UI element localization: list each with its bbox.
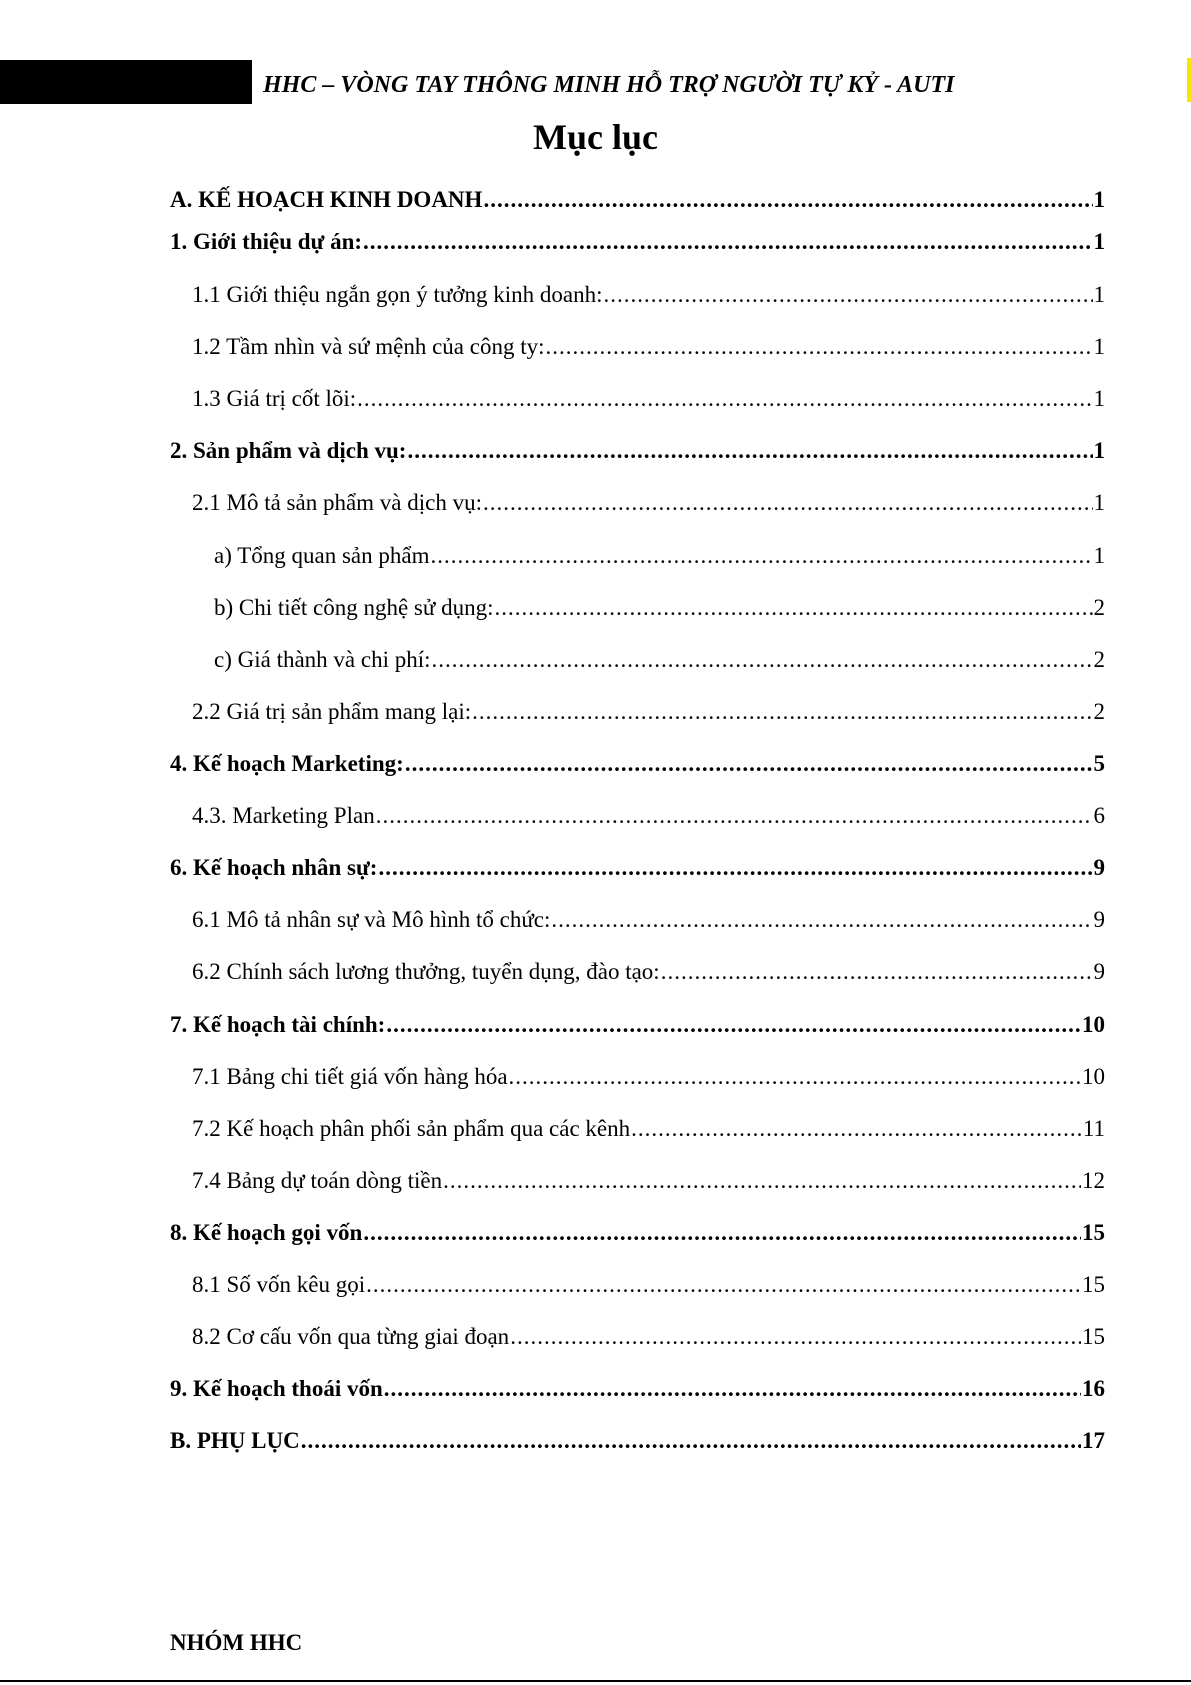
toc-entry[interactable] xyxy=(170,1010,1105,1040)
toc-entry-page-number: 10 xyxy=(1082,1064,1105,1089)
toc-entry-page-number: 1 xyxy=(1093,386,1105,411)
toc-entry-label: 4.3. Marketing Plan xyxy=(192,803,375,828)
toc-entry-label: 6. Kế hoạch nhân sự: xyxy=(170,855,378,880)
toc-entry-page-number: 1 xyxy=(1093,438,1105,463)
toc-leader-dots xyxy=(432,645,1093,675)
toc-entry-label: 7.4 Bảng dự toán dòng tiền xyxy=(192,1168,443,1193)
toc-entry[interactable] xyxy=(170,488,1105,518)
toc-entry-page-number: 1 xyxy=(1093,334,1105,359)
toc-entry-label: 8.2 Cơ cấu vốn qua từng giai đoạn xyxy=(192,1324,510,1349)
toc-entry-page-number: 16 xyxy=(1082,1376,1105,1401)
toc-entry-label: b) Chi tiết công nghệ sử dụng: xyxy=(214,595,494,620)
toc-leader-dots xyxy=(366,1270,1081,1300)
header-black-bar xyxy=(0,60,252,104)
toc-title: Mục lục xyxy=(533,117,658,157)
toc-entry[interactable] xyxy=(170,541,1105,571)
toc-entry-label: 4. Kế hoạch Marketing: xyxy=(170,751,404,776)
toc-leader-dots xyxy=(443,1166,1081,1196)
toc-entry-label: A. KẾ HOẠCH KINH DOANH xyxy=(170,187,483,212)
toc-entry-label: B. PHỤ LỤC xyxy=(170,1428,300,1453)
toc-leader-dots xyxy=(631,1114,1082,1144)
document-header-title: HHC – VÒNG TAY THÔNG MINH HỖ TRỢ NGƯỜI TỰ KỶ - AUTI xyxy=(263,72,955,98)
toc-entry[interactable] xyxy=(170,280,1105,310)
toc-leader-dots xyxy=(495,593,1093,623)
toc-entry-page-number: 9 xyxy=(1093,907,1105,932)
toc-entry[interactable] xyxy=(170,332,1105,362)
edge-color-mark xyxy=(1187,58,1191,102)
toc-leader-dots xyxy=(384,1374,1081,1404)
toc-entry-label: 1.3 Giá trị cốt lõi: xyxy=(192,386,357,411)
toc-leader-dots xyxy=(604,280,1093,310)
toc-leader-dots xyxy=(430,541,1092,571)
toc-entry-page-number: 1 xyxy=(1093,543,1105,568)
toc-entry[interactable] xyxy=(170,1426,1105,1456)
toc-entry[interactable] xyxy=(170,801,1105,831)
toc-leader-dots xyxy=(301,1426,1081,1456)
toc-entry-page-number: 15 xyxy=(1082,1324,1105,1349)
toc-entry-label: c) Giá thành và chi phí: xyxy=(214,647,431,672)
toc-entry-page-number: 1 xyxy=(1093,229,1105,254)
toc-leader-dots xyxy=(357,384,1092,414)
toc-entry-label: 9. Kế hoạch thoái vốn xyxy=(170,1376,383,1401)
toc-leader-dots xyxy=(509,1062,1081,1092)
toc-entry-page-number: 1 xyxy=(1093,490,1105,515)
toc-leader-dots xyxy=(363,1218,1081,1248)
toc-leader-dots xyxy=(378,853,1092,883)
toc-leader-dots xyxy=(546,332,1093,362)
toc-entry[interactable] xyxy=(170,1218,1105,1248)
toc-entry-page-number: 2 xyxy=(1093,595,1105,620)
toc-entry[interactable] xyxy=(170,1166,1105,1196)
toc-leader-dots xyxy=(661,957,1093,987)
toc-entry[interactable] xyxy=(170,905,1105,935)
toc-entry-label: 7.1 Bảng chi tiết giá vốn hàng hóa xyxy=(192,1064,508,1089)
toc-entry-page-number: 11 xyxy=(1082,1116,1105,1141)
toc-entry-page-number: 1 xyxy=(1093,187,1105,212)
toc-entry-page-number: 15 xyxy=(1082,1220,1105,1245)
toc-entry-page-number: 17 xyxy=(1082,1428,1105,1453)
toc-entry[interactable] xyxy=(170,1114,1105,1144)
toc-entry-page-number: 1 xyxy=(1093,282,1105,307)
toc-entry-page-number: 12 xyxy=(1082,1168,1105,1193)
toc-entry[interactable] xyxy=(170,384,1105,414)
toc-leader-dots xyxy=(510,1322,1081,1352)
toc-entry-page-number: 9 xyxy=(1093,959,1105,984)
toc-entry-label: 6.2 Chính sách lương thưởng, tuyển dụng, đào tạo: xyxy=(192,959,660,984)
toc-entry[interactable] xyxy=(170,853,1105,883)
toc-entry-label: 2.1 Mô tả sản phẩm và dịch vụ: xyxy=(192,490,483,515)
toc-entry-label: 8. Kế hoạch gọi vốn xyxy=(170,1220,363,1245)
toc-entry-page-number: 15 xyxy=(1082,1272,1105,1297)
toc-entry[interactable] xyxy=(170,1322,1105,1352)
toc-leader-dots xyxy=(483,488,1092,518)
toc-leader-dots xyxy=(405,749,1093,779)
toc-entry-label: 7. Kế hoạch tài chính: xyxy=(170,1012,386,1037)
toc-entry-page-number: 6 xyxy=(1093,803,1105,828)
toc-leader-dots xyxy=(363,227,1092,257)
toc-entry-label: 1. Giới thiệu dự án: xyxy=(170,229,363,254)
toc-entry[interactable] xyxy=(170,185,1105,215)
toc-entry-label: 2. Sản phẩm và dịch vụ: xyxy=(170,438,407,463)
toc-entry[interactable] xyxy=(170,436,1105,466)
toc-entry[interactable] xyxy=(170,227,1105,257)
toc-leader-dots xyxy=(551,905,1092,935)
toc-entry-label: a) Tổng quan sản phẩm xyxy=(214,543,430,568)
toc-entry-page-number: 9 xyxy=(1093,855,1105,880)
toc-entry-label: 8.1 Số vốn kêu gọi xyxy=(192,1272,366,1297)
toc-leader-dots xyxy=(376,801,1093,831)
toc-entry-label: 1.1 Giới thiệu ngắn gọn ý tưởng kinh doanh: xyxy=(192,282,603,307)
toc-entry[interactable] xyxy=(170,645,1105,675)
toc-leader-dots xyxy=(472,697,1092,727)
toc-entry[interactable] xyxy=(170,957,1105,987)
toc-leader-dots xyxy=(386,1010,1081,1040)
toc-leader-dots xyxy=(407,436,1092,466)
toc-entry[interactable] xyxy=(170,1374,1105,1404)
toc-entry[interactable] xyxy=(170,697,1105,727)
toc-entry-page-number: 5 xyxy=(1093,751,1105,776)
toc-entry[interactable] xyxy=(170,593,1105,623)
toc-leader-dots xyxy=(483,185,1092,215)
toc-entry-label: 7.2 Kế hoạch phân phối sản phẩm qua các kênh xyxy=(192,1116,631,1141)
toc-entry-label: 1.2 Tầm nhìn và sứ mệnh của công ty: xyxy=(192,334,545,359)
toc-entry-label: 2.2 Giá trị sản phẩm mang lại: xyxy=(192,699,472,724)
toc-entry-page-number: 10 xyxy=(1082,1012,1105,1037)
footer-rule xyxy=(0,1680,1191,1682)
footer-group-name: NHÓM HHC xyxy=(170,1630,303,1655)
toc-entry[interactable] xyxy=(170,1270,1105,1300)
toc-entry[interactable] xyxy=(170,749,1105,779)
toc-entry[interactable] xyxy=(170,1062,1105,1092)
toc-entry-label: 6.1 Mô tả nhân sự và Mô hình tổ chức: xyxy=(192,907,551,932)
toc-entry-page-number: 2 xyxy=(1093,647,1105,672)
toc-entry-page-number: 2 xyxy=(1093,699,1105,724)
